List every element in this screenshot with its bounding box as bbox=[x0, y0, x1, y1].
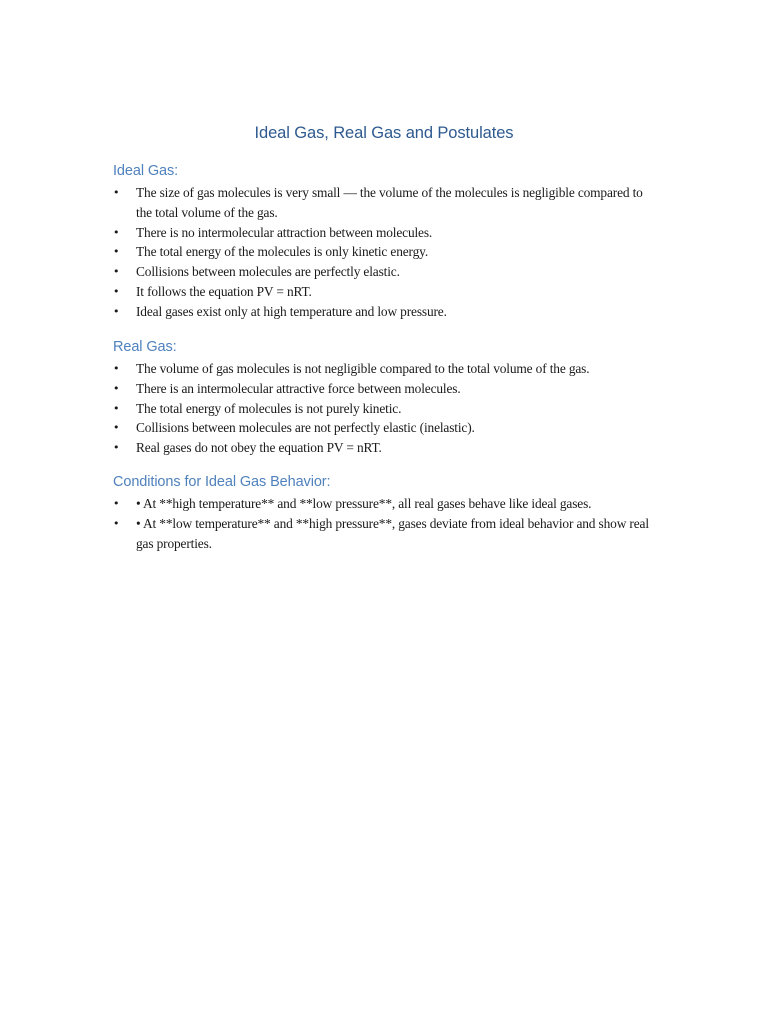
list-item bbox=[113, 242, 658, 262]
bullet-icon: • bbox=[113, 516, 120, 530]
bullet-icon: • bbox=[113, 421, 120, 435]
bullet-icon: • bbox=[113, 245, 120, 259]
bullet-list bbox=[113, 183, 658, 322]
list-item-text: It follows the equation PV = nRT. bbox=[136, 283, 312, 299]
list-item-text: The volume of gas molecules is not negligible compared to the total volume of the gas. bbox=[136, 361, 590, 376]
bullet-icon: • bbox=[113, 362, 120, 375]
list-item-text: The total energy of the molecules is only kinetic energy. bbox=[136, 244, 429, 260]
list-item-text: The size of gas molecules is very small — the volume of the molecules is negligible compared to the total volume of the gas. bbox=[136, 185, 643, 220]
list-item bbox=[113, 183, 658, 223]
bullet-icon: • bbox=[113, 497, 120, 510]
list-item bbox=[113, 302, 658, 322]
bullet-list bbox=[113, 494, 658, 553]
list-item-text: Collisions between molecules are not perfectly elastic (inelastic). bbox=[136, 420, 475, 436]
list-item-text: • At **high temperature** and **low pressure**, all real gases behave like ideal gases. bbox=[136, 496, 592, 511]
list-item bbox=[113, 438, 658, 458]
bullet-list bbox=[113, 359, 658, 458]
list-item-text: Collisions between molecules are perfectly elastic. bbox=[136, 264, 400, 280]
bullet-icon: • bbox=[113, 401, 120, 415]
section-real-gas bbox=[113, 339, 658, 458]
section-conditions bbox=[113, 474, 658, 553]
list-item-text: Real gases do not obey the equation PV = nRT. bbox=[136, 440, 382, 456]
list-item bbox=[113, 282, 658, 302]
list-item-text: Ideal gases exist only at high temperature and low pressure. bbox=[136, 303, 447, 319]
section-heading: Ideal Gas: bbox=[113, 163, 179, 179]
bullet-icon: • bbox=[113, 225, 120, 239]
list-item-text: • At **low temperature** and **high pressure**, gases deviate from ideal behavior and show real gas properties. bbox=[136, 515, 649, 551]
document-title: Ideal Gas, Real Gas and Postulates bbox=[254, 124, 514, 142]
bullet-icon: • bbox=[113, 186, 120, 199]
section-ideal-gas bbox=[113, 163, 658, 322]
bullet-icon: • bbox=[113, 381, 120, 395]
list-item bbox=[113, 379, 658, 399]
bullet-icon: • bbox=[113, 441, 120, 455]
list-item bbox=[113, 399, 658, 419]
list-item-text: There is no intermolecular attraction between molecules. bbox=[136, 224, 433, 240]
list-item bbox=[113, 359, 658, 379]
list-item bbox=[113, 262, 658, 282]
list-item bbox=[113, 494, 658, 514]
bullet-icon: • bbox=[113, 265, 120, 279]
list-item bbox=[113, 514, 658, 554]
list-item bbox=[113, 418, 658, 438]
list-item-text: The total energy of molecules is not purely kinetic. bbox=[136, 400, 402, 416]
bullet-icon: • bbox=[113, 284, 120, 298]
section-heading: Real Gas: bbox=[113, 339, 177, 355]
section-heading: Conditions for Ideal Gas Behavior: bbox=[113, 474, 331, 490]
list-item bbox=[113, 223, 658, 243]
bullet-icon: • bbox=[113, 304, 120, 318]
list-item-text: There is an intermolecular attractive force between molecules. bbox=[136, 380, 461, 396]
